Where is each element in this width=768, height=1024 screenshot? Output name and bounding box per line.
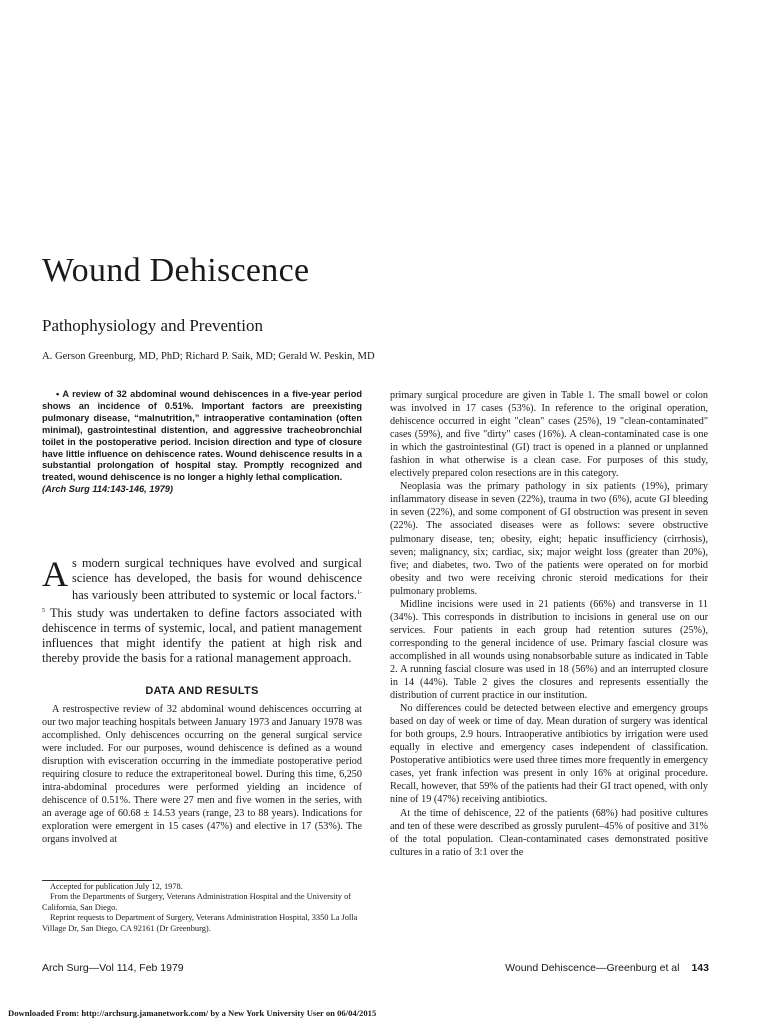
article-title: Wound Dehiscence	[42, 252, 310, 289]
footnote-accepted: Accepted for publication July 12, 1978.	[50, 882, 183, 891]
data-results-paragraph: A restrospective review of 32 abdominal wound dehiscences occurring at our two major teaching hospitals between January 1973 and January 1978 was accomplished. Only dehiscences occurring on the general surgical service were included. For our purposes, wound dehiscence is defined as a wound disruption with evisceration occurring in the immediate postoperative period requiring closure to reduce the extraperitoneal bowel. During this time, 6,250 intra-abdominal procedures were performed yielding an incidence of dehiscence of 0.51%. There were 27 men and five women in the series, with an average age of 60.68 ± 14.53 years (range, 23 to 88 years). Indications for exploration were emergent in 15 cases (47%) and elective in 17 (53%). The organs involved at	[42, 704, 362, 845]
footnote-reprints: Reprint requests to Department of Surgery, Veterans Administration Hospital, 3350 La Jolla Village Dr, San Diego, CA 92161 (Dr Greenburg).	[42, 913, 358, 933]
article-subtitle: Pathophysiology and Prevention	[42, 316, 263, 335]
author-line: A. Gerson Greenburg, MD, PhD; Richard P. Saik, MD; Gerald W. Peskin, MD	[42, 351, 375, 362]
footer-title: Wound Dehiscence—Greenburg et al	[505, 962, 680, 974]
drop-cap: A	[42, 554, 68, 594]
body-paragraph: Midline incisions were used in 21 patients (66%) and transverse in 11 (34%). This corresponds in distribution to incisions in general use on our services. Four patients in each group had retention sutures (25%), corresponding to the general incidence of use. Primary fascial closure was accomplished in all wounds using nonabsorbable suture as indicated in Table 2. A running fascial closure was used in 18 (56%) and an interrupted closure in 14 (44%). Table 2 gives the closures and represents essentially the distribution of current practice in our institution.	[390, 598, 708, 702]
download-notice: Downloaded From: http://archsurg.jamanetwork.com/ by a New York University User on 06/04/2015	[8, 1008, 377, 1018]
citation-journal: Arch Surg	[45, 484, 90, 495]
abstract	[42, 389, 362, 496]
body-paragraph: primary surgical procedure are given in Table 1. The small bowel or colon was involved in 17 cases (53%). In reference to the original operation, dehiscence occurred in eight "clean" cases (25%), 19 "clean-contaminated" cases (59%), and five "dirty" cases (16%). A clean-contaminated case is one in which the gastrointestinal (GI) tract is opened in a planned or unplanned fashion in what otherwise is a clean case. For purposes of this study, electively prepared colon resections are in this category.	[390, 390, 708, 480]
intro-reference: 1-5	[42, 590, 362, 614]
right-column	[390, 389, 708, 859]
footer-running-title	[480, 962, 709, 974]
body-paragraph: No differences could be detected between elective and emergency groups based on day of week or time of day. Mean duration of surgery was identical for both groups, 2.9 hours. Intraoperative antibiotics by irrigation were used equally in elective and emergency cases independent of classification. Postoperative antibiotics were used three times more frequently in emergency cases, yet frank infection was present in only 16% at original procedure. Recall, however, that 59% of the patients had their GI tract opened, with only nine of 19 (47%) receiving antibiotics.	[390, 703, 708, 806]
footer-journal: Arch Surg—Vol 114, Feb 1979	[42, 962, 184, 974]
abstract-citation: (Arch Surg 114:143-146, 1979)	[42, 484, 173, 495]
body-paragraph: At the time of dehiscence, 22 of the patients (68%) had positive cultures and ten of these were described as grossly purulent–45% of positive and 31% of the total population. Clean-contaminated cases demonstrated positive cultures in a ratio of 3:1 over the	[390, 807, 708, 858]
section-heading: DATA AND RESULTS	[145, 685, 259, 697]
footnotes	[42, 882, 362, 934]
intro-text-a: s modern surgical techniques have evolved and surgical science has developed, the basis for wound dehiscence has variously been attributed to systemic or local factors.	[72, 556, 362, 603]
citation-ref: 114:143-146, 1979	[92, 484, 170, 495]
page-number: 143	[691, 962, 709, 974]
body-paragraph: Neoplasia was the primary pathology in six patients (19%), primary inflammatory disease in seven (22%), trauma in two (6%), acute GI bleeding in seven (22%), and some component of GI obstruction was present in seven (22%). The associated diseases were as follows: severe obstructive pulmonary disease, ten; obesity, eight; hepatic insufficiency (cirrhosis), seven; malignancy, six; cardiac, six; major weight loss (greater than 20%), five; and diabetes, two. Two of the patients were operated on for morbid obesity and two were receiving chronic steroid medications for their pulmonary problems.	[390, 481, 708, 597]
abstract-text: • A review of 32 abdominal wound dehiscences in a five-year period shows an incidence of 0.51%. Important factors are preexisting pulmonary disease, “malnutrition,” intraoperative contamination (often minimal), gastrointestinal distention, and aggressive tracheobronchial toilet in the postoperative period. Incision direction and type of closure have little influence on dehiscence rates. Wound dehiscence results in a substantial prolongation of hospital stay. Promptly recognized and treated, wound dehiscence is no longer a highly lethal complication.	[42, 389, 362, 483]
footnote-affiliation: From the Departments of Surgery, Veterans Administration Hospital and the University of California, San Diego.	[42, 892, 352, 912]
footnote-rule	[42, 880, 152, 881]
intro-paragraph	[42, 556, 362, 667]
intro-text-b: This study was undertaken to define factors associated with dehiscence in terms of systemic, local, and patient management influences that might identify the patient at high risk and thereby provide the basis for a rational management approach.	[42, 605, 362, 666]
